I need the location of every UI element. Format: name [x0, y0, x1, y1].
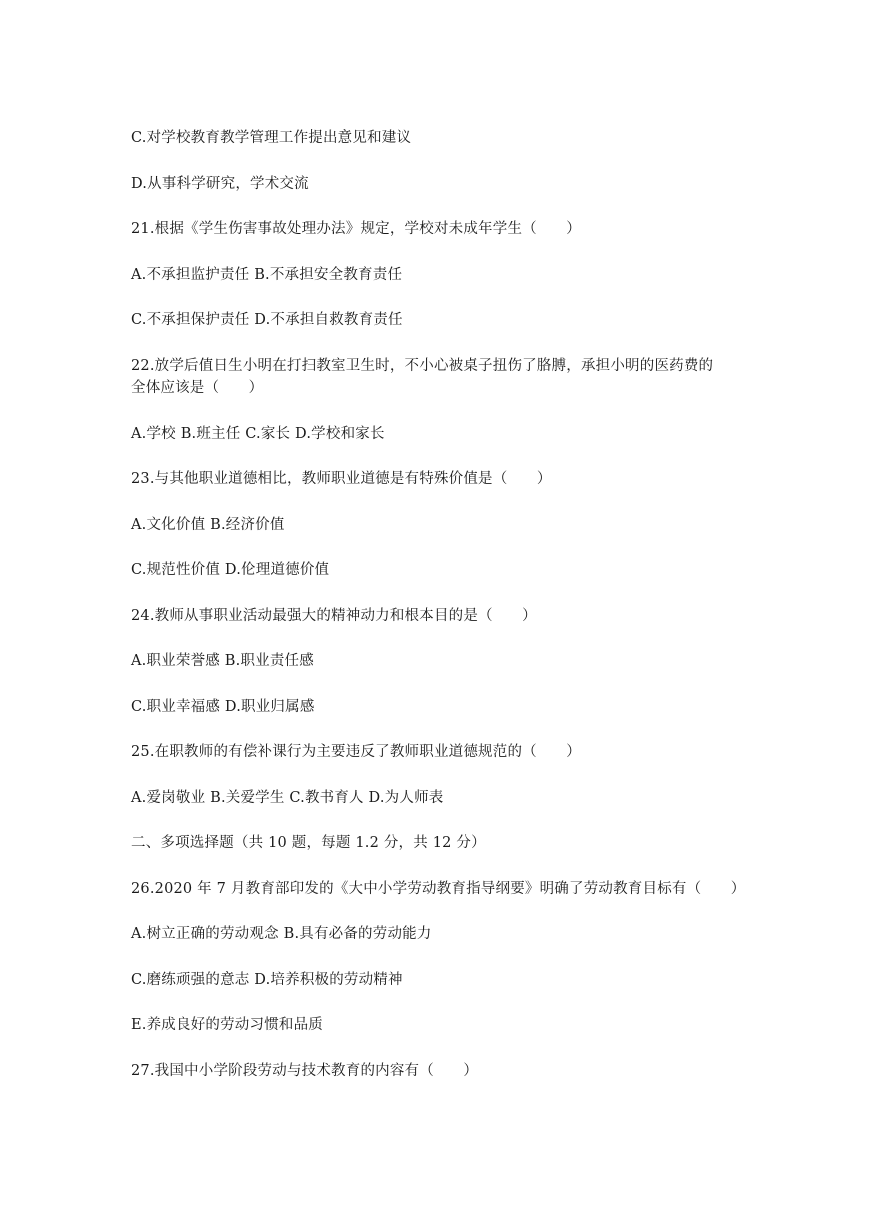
question-24: 24.教师从事职业活动最强大的精神动力和根本目的是（ ） [131, 608, 537, 624]
question-21: 21.根据《学生伤害事故处理办法》规定，学校对未成年学生（ ） [131, 221, 581, 237]
question-27: 27.我国中小学阶段劳动与技术教育的内容有（ ） [131, 1063, 479, 1079]
question-22-line-1: 22.放学后值日生小明在打扫教室卫生时，不小心被桌子扭伤了胳膊，承担小明的医药费的 [131, 358, 714, 374]
options-cd-q23: C.规范性价值 D.伦理道德价值 [131, 562, 330, 578]
question-26: 26.2020 年 7 月教育部印发的《大中小学劳动教育指导纲要》明确了劳动教育目标有（ ） [131, 881, 746, 897]
question-23: 23.与其他职业道德相比，教师职业道德是有特殊价值是（ ） [131, 471, 552, 487]
question-22-line-2: 全体应该是（ ） [131, 380, 264, 396]
section-heading-multiple-choice: 二、多项选择题（共 10 题，每题 1.2 分，共 12 分） [131, 835, 486, 851]
options-ab-q21: A.不承担监护责任 B.不承担安全教育责任 [131, 267, 403, 283]
option-c-q20: C.对学校教育教学管理工作提出意见和建议 [131, 130, 412, 146]
question-25: 25.在职教师的有偿补课行为主要违反了教师职业道德规范的（ ） [131, 744, 581, 760]
options-ab-q23: A.文化价值 B.经济价值 [131, 517, 285, 533]
options-ab-q24: A.职业荣誉感 B.职业责任感 [131, 653, 314, 669]
options-cd-q26: C.磨练顽强的意志 D.培养积极的劳动精神 [131, 972, 403, 988]
options-cd-q21: C.不承担保护责任 D.不承担自救教育责任 [131, 312, 403, 328]
option-e-q26: E.养成良好的劳动习惯和品质 [131, 1017, 323, 1033]
options-cd-q24: C.职业幸福感 D.职业归属感 [131, 699, 315, 715]
option-d-q20: D.从事科学研究，学术交流 [131, 176, 309, 192]
options-ab-q26: A.树立正确的劳动观念 B.具有必备的劳动能力 [131, 926, 432, 942]
options-q22: A.学校 B.班主任 C.家长 D.学校和家长 [131, 426, 385, 442]
options-q25: A.爱岗敬业 B.关爱学生 C.教书育人 D.为人师表 [131, 790, 444, 806]
